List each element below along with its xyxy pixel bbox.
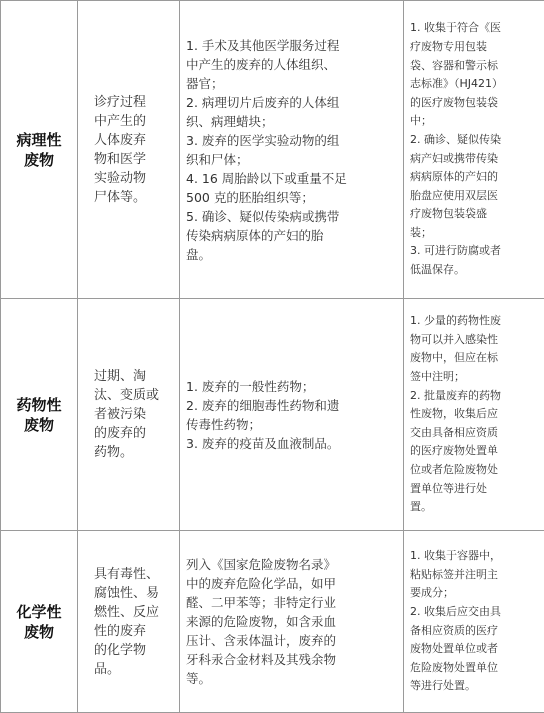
- management-line: 废物中，但应在标: [410, 349, 541, 368]
- management-line: 3. 可进行防腐或者: [410, 242, 541, 261]
- management-line: 的医疗废物处置单: [410, 442, 541, 461]
- description-line: 汰、变质或: [94, 386, 173, 405]
- description-line: 人体废弃: [94, 131, 173, 150]
- table-row-chemical: [1, 531, 544, 713]
- contents-line: 织、病理蜡块；: [186, 112, 399, 131]
- contents-line: 3. 废弃的医学实验动物的组: [186, 131, 399, 150]
- description-line: 者被污染: [94, 405, 173, 424]
- management-line: 疗废物专用包装: [410, 38, 541, 57]
- management-line: 病病原体的产妇的: [410, 168, 541, 187]
- contents-line: 中产生的废弃的人体组织、: [186, 55, 399, 74]
- management-line: 粘贴标签并注明主: [410, 566, 541, 585]
- management-line: 中；: [410, 112, 541, 131]
- management-cell: [404, 1, 544, 299]
- description-line: 中产生的: [94, 112, 173, 131]
- description-line: 的化学物: [94, 641, 173, 660]
- contents-line: 传毒性药物；: [186, 415, 399, 434]
- contents-line: 列入《国家危险废物名录》: [186, 555, 399, 574]
- description-cell: [78, 531, 180, 713]
- category-line: 废物: [1, 415, 77, 435]
- management-line: 等进行处置。: [410, 677, 541, 696]
- category-line: 病理性: [1, 130, 77, 150]
- description-cell: [78, 1, 180, 299]
- management-line: 1. 收集于符合《医: [410, 19, 541, 38]
- management-line: 疗废物包装袋盛: [410, 205, 541, 224]
- contents-line: 1. 废弃的一般性药物；: [186, 377, 399, 396]
- contents-line: 2. 病理切片后废弃的人体组: [186, 93, 399, 112]
- management-line: 位或者危险废物处: [410, 461, 541, 480]
- contents-line: 500 克的胚胎组织等；: [186, 188, 399, 207]
- description-line: 具有毒性、: [94, 565, 173, 584]
- contents-line: 织和尸体；: [186, 150, 399, 169]
- contents-line: 器官；: [186, 74, 399, 93]
- management-line: 2. 批量废弃的药物: [410, 387, 541, 406]
- management-line: 袋、容器和警示标: [410, 57, 541, 76]
- management-line: 置单位等进行处: [410, 480, 541, 499]
- description-line: 诊疗过程: [94, 93, 173, 112]
- contents-line: 4. 16 周胎龄以下或重量不足: [186, 169, 399, 188]
- description-line: 实验动物: [94, 169, 173, 188]
- management-line: 废物处置单位或者: [410, 640, 541, 659]
- management-line: 2. 确诊、疑似传染: [410, 131, 541, 150]
- description-line: 尸体等。: [94, 188, 173, 207]
- contents-line: 传染病病原体的产妇的胎: [186, 226, 399, 245]
- contents-line: 2. 废弃的细胞毒性药物和遗: [186, 396, 399, 415]
- management-line: 低温保存。: [410, 261, 541, 280]
- table-row-pathological: [1, 1, 544, 299]
- category-line: 废物: [1, 150, 77, 170]
- management-line: 装；: [410, 224, 541, 243]
- management-cell: [404, 299, 544, 531]
- management-line: 胎盘应使用双层医: [410, 187, 541, 206]
- contents-cell: [180, 299, 404, 531]
- category-line: 废物: [1, 622, 77, 642]
- management-line: 签中注明；: [410, 368, 541, 387]
- contents-line: 1. 手术及其他医学服务过程: [186, 36, 399, 55]
- contents-line: 压计、含汞体温计，废弃的: [186, 631, 399, 650]
- contents-cell: [180, 531, 404, 713]
- contents-line: 牙科汞合金材料及其残余物: [186, 650, 399, 669]
- description-line: 的废弃的: [94, 424, 173, 443]
- management-line: 性废物，收集后应: [410, 405, 541, 424]
- description-line: 腐蚀性、易: [94, 584, 173, 603]
- contents-line: 5. 确诊、疑似传染病或携带: [186, 207, 399, 226]
- contents-line: 等。: [186, 669, 399, 688]
- contents-line: 3. 废弃的疫苗及血液制品。: [186, 434, 399, 453]
- management-line: 的医疗废物包装袋: [410, 94, 541, 113]
- description-line: 过期、淘: [94, 367, 173, 386]
- description-line: 燃性、反应: [94, 603, 173, 622]
- management-cell: [404, 531, 544, 713]
- management-line: 要成分；: [410, 584, 541, 603]
- contents-line: 来源的危险废物，如含汞血: [186, 612, 399, 631]
- contents-line: 中的废弃危险化学品，如甲: [186, 574, 399, 593]
- category-cell: [1, 1, 78, 299]
- description-line: 物和医学: [94, 150, 173, 169]
- description-line: 品。: [94, 660, 173, 679]
- category-cell: [1, 531, 78, 713]
- category-line: 药物性: [1, 395, 77, 415]
- description-cell: [78, 299, 180, 531]
- management-line: 交由具备相应资质: [410, 424, 541, 443]
- category-cell: [1, 299, 78, 531]
- management-line: 2. 收集后应交由具: [410, 603, 541, 622]
- management-line: 病产妇或携带传染: [410, 150, 541, 169]
- management-line: 志标准》（HJ421）: [410, 75, 541, 94]
- table-row-pharmaceutical: [1, 299, 544, 531]
- management-line: 备相应资质的医疗: [410, 622, 541, 641]
- management-line: 置。: [410, 498, 541, 517]
- description-line: 性的废弃: [94, 622, 173, 641]
- contents-line: 醛、二甲苯等；非特定行业: [186, 593, 399, 612]
- description-line: 药物。: [94, 443, 173, 462]
- management-line: 物可以并入感染性: [410, 331, 541, 350]
- category-line: 化学性: [1, 602, 77, 622]
- contents-line: 盘。: [186, 245, 399, 264]
- contents-cell: [180, 1, 404, 299]
- management-line: 1. 收集于容器中，: [410, 547, 541, 566]
- management-line: 1. 少量的药物性废: [410, 312, 541, 331]
- management-line: 危险废物处置单位: [410, 659, 541, 678]
